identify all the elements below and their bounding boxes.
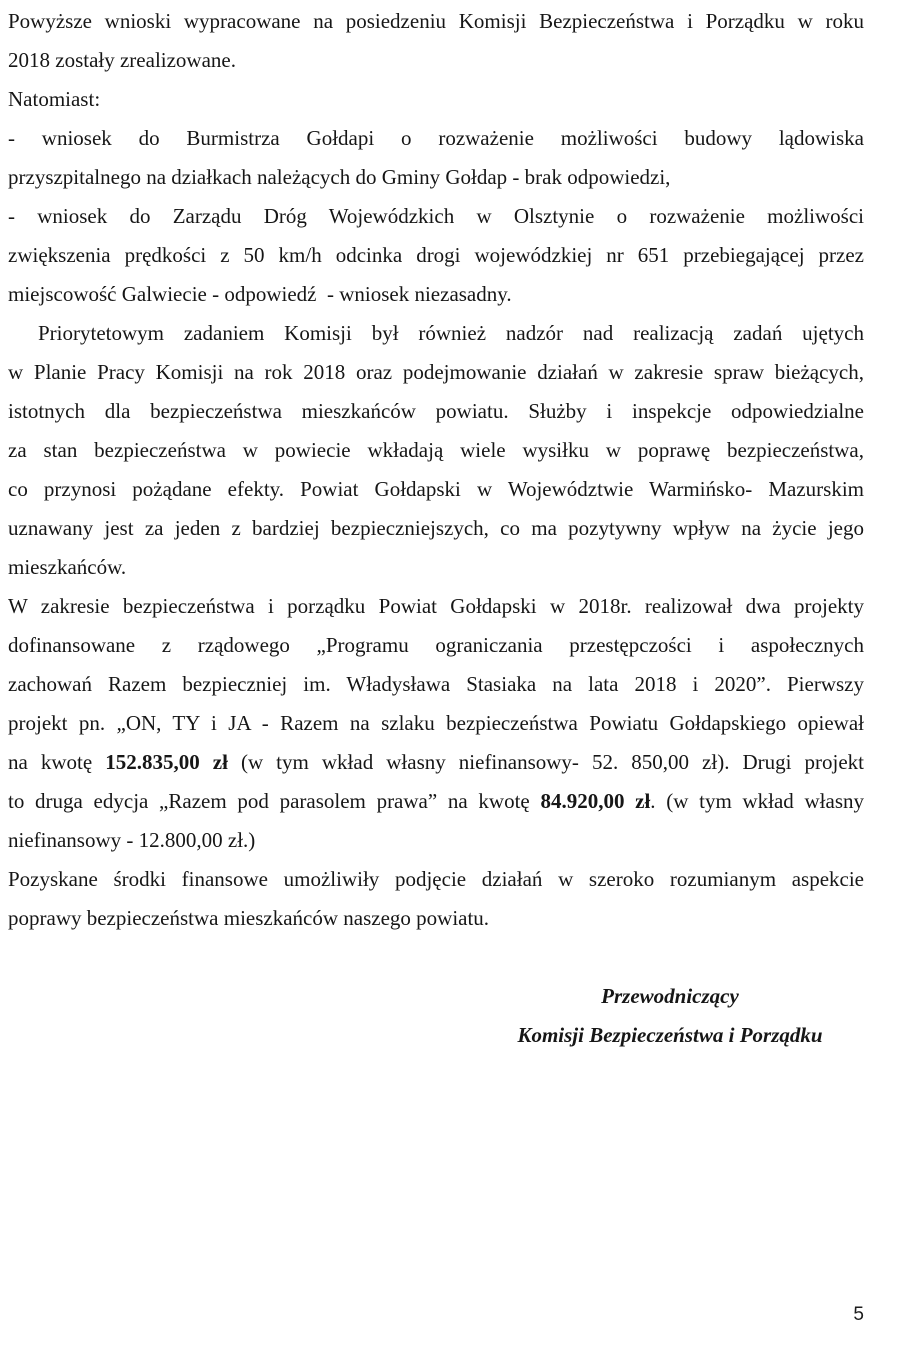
page-number: 5 bbox=[853, 1304, 864, 1325]
bold-text-segment: 84.920,00 zł bbox=[540, 789, 651, 813]
paragraph bbox=[8, 80, 864, 119]
paragraph bbox=[8, 2, 864, 80]
text-segment: . (w tym wkład własny bbox=[650, 789, 864, 813]
text-segment: Natomiast: bbox=[8, 87, 101, 111]
paragraph bbox=[8, 119, 864, 197]
paragraph bbox=[8, 587, 864, 860]
text-segment: zwiększenia prędkości z 50 km/h odcinka drogi wojewódzkiej nr 651 przebiegającej przez bbox=[8, 243, 864, 267]
text-line bbox=[8, 743, 864, 782]
text-segment: mieszkańców. bbox=[8, 555, 127, 579]
paragraph bbox=[8, 860, 864, 938]
text-line bbox=[8, 821, 864, 860]
text-line bbox=[8, 548, 864, 587]
text-segment: Priorytetowym zadaniem Komisji był również nadzór nad realizacją zadań ujętych bbox=[38, 321, 864, 345]
text-segment: niefinansowy - 12.800,00 zł.) bbox=[8, 828, 256, 852]
text-segment: miejscowość Galwiecie - odpowiedź - wniosek niezasadny. bbox=[8, 282, 512, 306]
text-segment: zachowań Razem bezpieczniej im. Władysława Stasiaka na lata 2018 i 2020”. Pierwszy bbox=[8, 672, 864, 696]
text-segment: - wniosek do Zarządu Dróg Wojewódzkich w Olsztynie o rozważenie możliwości bbox=[8, 204, 864, 228]
text-line bbox=[8, 197, 864, 236]
text-line bbox=[8, 275, 864, 314]
text-line bbox=[8, 470, 864, 509]
text-segment: Powyższe wnioski wypracowane na posiedzeniu Komisji Bezpieczeństwa i Porządku w roku bbox=[8, 9, 864, 33]
signature-organization: Komisji Bezpieczeństwa i Porządku bbox=[517, 1023, 823, 1047]
text-segment: - wniosek do Burmistrza Gołdapi o rozważenie możliwości budowy lądowiska bbox=[8, 126, 864, 150]
text-line bbox=[8, 353, 864, 392]
text-segment: za stan bezpieczeństwa w powiecie wkładają wiele wysiłku w poprawę bezpieczeństwa, bbox=[8, 438, 864, 462]
text-line bbox=[8, 665, 864, 704]
text-line bbox=[8, 782, 864, 821]
text-line bbox=[8, 704, 864, 743]
text-segment: co przynosi pożądane efekty. Powiat Gołdapski w Województwie Warmińsko- Mazurskim bbox=[8, 477, 864, 501]
text-line bbox=[8, 80, 864, 119]
text-line bbox=[8, 119, 864, 158]
text-line bbox=[8, 314, 864, 353]
text-segment: poprawy bezpieczeństwa mieszkańców naszego powiatu. bbox=[8, 906, 490, 930]
text-line bbox=[8, 2, 864, 41]
text-segment: dofinansowane z rządowego „Programu ograniczania przestępczości i aspołecznych bbox=[8, 633, 864, 657]
text-line bbox=[8, 431, 864, 470]
paragraph bbox=[8, 197, 864, 314]
text-line bbox=[8, 509, 864, 548]
signature-block bbox=[470, 977, 870, 1055]
bold-text-segment: 152.835,00 zł bbox=[105, 750, 228, 774]
text-line bbox=[8, 158, 864, 197]
text-line bbox=[8, 236, 864, 275]
text-line bbox=[8, 626, 864, 665]
text-segment: na kwotę bbox=[8, 750, 106, 774]
text-segment: istotnych dla bezpieczeństwa mieszkańców powiatu. Służby i inspekcje odpowiedzialne bbox=[8, 399, 864, 423]
text-line bbox=[8, 860, 864, 899]
text-line bbox=[8, 392, 864, 431]
text-line bbox=[8, 587, 864, 626]
text-segment: przyszpitalnego na działkach należących do Gminy Gołdap - brak odpowiedzi, bbox=[8, 165, 671, 189]
text-line bbox=[8, 41, 864, 80]
text-segment: w Planie Pracy Komisji na rok 2018 oraz podejmowanie działań w zakresie spraw bieżących, bbox=[8, 360, 864, 384]
text-segment: W zakresie bezpieczeństwa i porządku Powiat Gołdapski w 2018r. realizował dwa projekty bbox=[8, 594, 864, 618]
text-line bbox=[8, 899, 864, 938]
signature-role: Przewodniczący bbox=[601, 984, 739, 1008]
text-segment: to druga edycja „Razem pod parasolem prawa” na kwotę bbox=[8, 789, 541, 813]
paragraph bbox=[8, 314, 864, 587]
document-body bbox=[8, 2, 864, 938]
text-segment: 2018 zostały zrealizowane. bbox=[8, 48, 236, 72]
text-segment: (w tym wkład własny niefinansowy- 52. 850,00 zł). Drugi projekt bbox=[227, 750, 864, 774]
text-segment: Pozyskane środki finansowe umożliwiły podjęcie działań w szeroko rozumianym aspekcie bbox=[8, 867, 864, 891]
text-segment: projekt pn. „ON, TY i JA - Razem na szlaku bezpieczeństwa Powiatu Gołdapskiego opiewał bbox=[8, 711, 864, 735]
text-segment: uznawany jest za jeden z bardziej bezpieczniejszych, co ma pozytywny wpływ na życie jego bbox=[8, 516, 864, 540]
